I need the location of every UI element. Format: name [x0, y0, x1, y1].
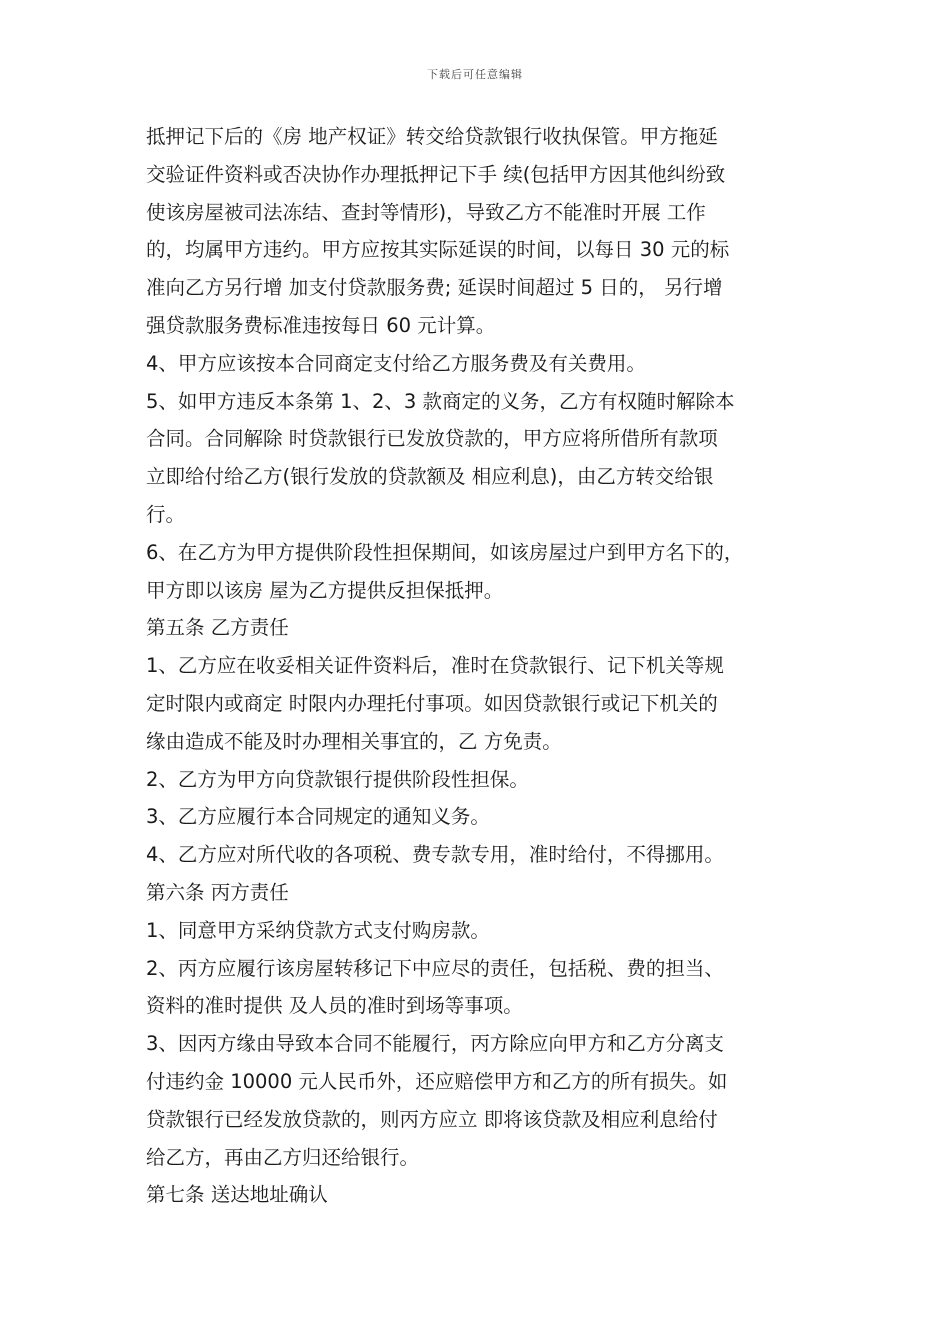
- text-line: 3、因丙方缘由导致本合同不能履行，丙方除应向甲方和乙方分离支: [146, 1032, 724, 1056]
- text-line: 甲方即以该房 屋为乙方提供反担保抵押。: [146, 578, 504, 602]
- text-line: 立即给付给乙方(银行发放的贷款额及 相应利息)，由乙方转交给银: [146, 465, 714, 489]
- section-heading: 第七条 送达地址确认: [146, 1183, 328, 1207]
- text-line: 1、同意甲方采纳贷款方式支付购房款。: [146, 918, 490, 942]
- text-line: 付违约金 10000 元人民币外，还应赔偿甲方和乙方的所有损失。如: [146, 1069, 728, 1093]
- text-line: 4、甲方应该按本合同商定支付给乙方服务费及有关费用。: [146, 351, 646, 375]
- text-line: 合同。合同解除 时贷款银行已发放贷款的，甲方应将所借所有款项: [146, 427, 718, 451]
- text-line: 3、乙方应履行本合同规定的通知义务。: [146, 805, 490, 829]
- text-line: 贷款银行已经发放贷款的，则丙方应立 即将该贷款及相应利息给付: [146, 1107, 718, 1131]
- text-line: 6、在乙方为甲方提供阶段性担保期间，如该房屋过户到甲方名下的，: [146, 540, 744, 564]
- text-line: 抵押记下后的《房 地产权证》转交给贷款银行收执保管。甲方拖延: [146, 125, 718, 148]
- text-line: 资料的准时提供 及人员的准时到场等事项。: [146, 994, 523, 1018]
- text-line: 1、乙方应在收妥相关证件资料后，准时在贷款银行、记下机关等规: [146, 654, 724, 678]
- section-heading: 第六条 丙方责任: [146, 880, 289, 904]
- text-line: 缘由造成不能及时办理相关事宜的，乙 方免责。: [146, 729, 562, 753]
- text-line: 行。: [146, 502, 186, 526]
- text-line: 定时限内或商定 时限内办理托付事项。如因贷款银行或记下机关的: [146, 691, 718, 715]
- text-line: 准向乙方另行增 加支付贷款服务费; 延误时间超过 5 日的， 另行增: [146, 276, 723, 300]
- text-line: 给乙方，再由乙方归还给银行。: [146, 1145, 420, 1169]
- document-body: [146, 118, 820, 1214]
- text-line: 强贷款服务费标准违按每日 60 元计算。: [146, 313, 496, 337]
- section-heading: 第五条 乙方责任: [146, 616, 289, 640]
- page-header: 下载后可任意编辑: [427, 68, 523, 81]
- text-line: 2、乙方为甲方向贷款银行提供阶段性担保。: [146, 767, 529, 791]
- text-line: 的，均属甲方违约。甲方应按其实际延误的时间，以每日 30 元的标: [146, 238, 730, 262]
- text-line: 交验证件资料或否决协作办理抵押记下手 续(包括甲方因其他纠纷致: [146, 162, 726, 186]
- text-line: 使该房屋被司法冻结、查封等情形)，导致乙方不能准时开展 工作: [146, 200, 706, 224]
- text-line: 4、乙方应对所代收的各项税、费专款专用，准时给付，不得挪用。: [146, 843, 724, 867]
- text-line: 5、如甲方违反本条第 1、2、3 款商定的义务，乙方有权随时解除本: [146, 389, 735, 413]
- text-line: 2、丙方应履行该房屋转移记下中应尽的责任，包括税、费的担当、: [146, 956, 724, 980]
